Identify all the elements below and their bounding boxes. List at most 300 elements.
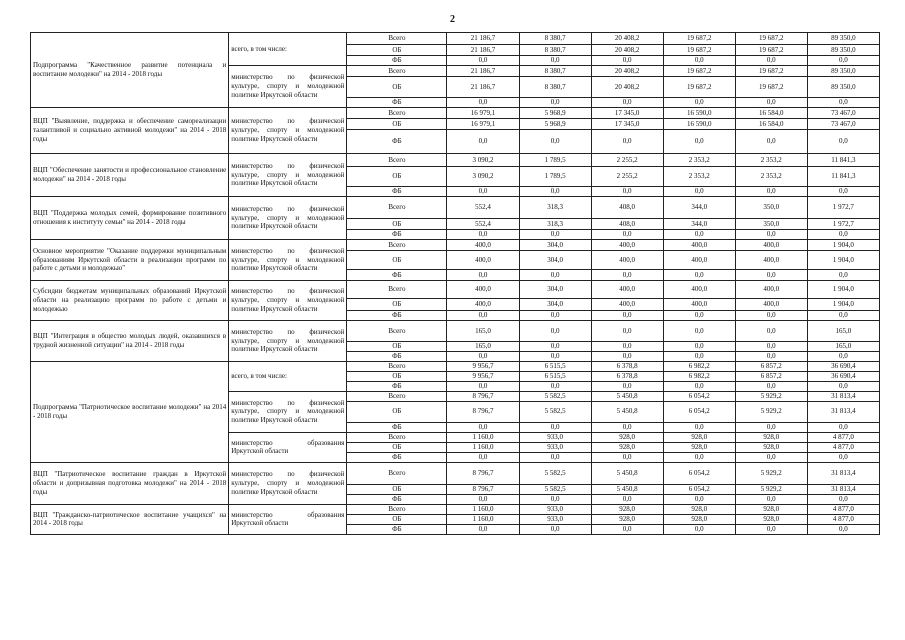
value-2014-cell: 8 796,7 bbox=[447, 484, 519, 494]
program-name-cell: Субсидии бюджетам муниципальных образований Иркутской области на реализацию программ по работе с детьми и молодежью bbox=[31, 281, 229, 321]
executor-cell: министерство по физической культуре, спорту и молодежной политике Иркутской области bbox=[229, 462, 347, 504]
value-2014-cell: 8 796,7 bbox=[447, 462, 519, 484]
value-2016-cell: 0,0 bbox=[591, 130, 663, 154]
value-2016-cell: 0,0 bbox=[591, 98, 663, 108]
value-2015-cell: 8 380,7 bbox=[519, 33, 591, 45]
value-2015-cell: 5 582,5 bbox=[519, 462, 591, 484]
funding-source-cell: ОБ bbox=[347, 45, 447, 56]
value-total-cell: 0,0 bbox=[807, 230, 879, 240]
value-2017-cell: 6 054,2 bbox=[663, 484, 735, 494]
value-2016-cell: 0,0 bbox=[591, 321, 663, 342]
value-2018-cell: 19 687,2 bbox=[735, 45, 807, 56]
value-2017-cell: 6 054,2 bbox=[663, 391, 735, 401]
value-2016-cell: 0,0 bbox=[591, 56, 663, 66]
value-2016-cell: 928,0 bbox=[591, 432, 663, 442]
value-2017-cell: 0,0 bbox=[663, 381, 735, 391]
value-2018-cell: 0,0 bbox=[735, 130, 807, 154]
value-2017-cell: 2 353,2 bbox=[663, 154, 735, 167]
value-2015-cell: 0,0 bbox=[519, 230, 591, 240]
value-total-cell: 1 904,0 bbox=[807, 299, 879, 311]
value-2016-cell: 20 408,2 bbox=[591, 66, 663, 77]
value-total-cell: 73 467,0 bbox=[807, 108, 879, 119]
value-2017-cell: 928,0 bbox=[663, 442, 735, 452]
value-2016-cell: 0,0 bbox=[591, 494, 663, 504]
value-2014-cell: 0,0 bbox=[447, 352, 519, 362]
value-2016-cell: 6 378,8 bbox=[591, 371, 663, 381]
value-total-cell: 31 813,4 bbox=[807, 484, 879, 494]
value-2016-cell: 0,0 bbox=[591, 311, 663, 321]
value-2017-cell: 928,0 bbox=[663, 514, 735, 524]
value-2017-cell: 400,0 bbox=[663, 251, 735, 270]
value-2015-cell: 933,0 bbox=[519, 442, 591, 452]
value-2017-cell: 19 687,2 bbox=[663, 45, 735, 56]
value-2017-cell: 0,0 bbox=[663, 321, 735, 342]
funding-source-cell: ФБ bbox=[347, 230, 447, 240]
value-2016-cell: 400,0 bbox=[591, 299, 663, 311]
value-2015-cell: 5 582,5 bbox=[519, 391, 591, 401]
value-total-cell: 165,0 bbox=[807, 321, 879, 342]
value-total-cell: 0,0 bbox=[807, 381, 879, 391]
value-2014-cell: 8 796,7 bbox=[447, 401, 519, 422]
value-2017-cell: 344,0 bbox=[663, 219, 735, 230]
funding-source-cell: Всего bbox=[347, 154, 447, 167]
value-2014-cell: 400,0 bbox=[447, 281, 519, 299]
program-name-cell: ВЦП "Патриотическое воспитание граждан в Иркутской области и допризывная подготовка молодежи" на 2014 - 2018 годы bbox=[31, 462, 229, 504]
value-2015-cell: 8 380,7 bbox=[519, 66, 591, 77]
funding-source-cell: ФБ bbox=[347, 524, 447, 534]
value-2016-cell: 5 450,8 bbox=[591, 484, 663, 494]
value-2018-cell: 6 857,2 bbox=[735, 371, 807, 381]
executor-cell: министерство по физической культуре, спорту и молодежной политике Иркутской области bbox=[229, 240, 347, 281]
value-2015-cell: 0,0 bbox=[519, 56, 591, 66]
value-2015-cell: 318,3 bbox=[519, 197, 591, 219]
value-2014-cell: 0,0 bbox=[447, 187, 519, 197]
value-2018-cell: 0,0 bbox=[735, 452, 807, 462]
executor-cell: министерство по физической культуре, спорту и молодежной политике Иркутской области bbox=[229, 197, 347, 240]
value-2015-cell: 8 380,7 bbox=[519, 77, 591, 98]
value-2018-cell: 928,0 bbox=[735, 514, 807, 524]
value-2014-cell: 21 186,7 bbox=[447, 77, 519, 98]
funding-source-cell: ФБ bbox=[347, 56, 447, 66]
value-2017-cell: 400,0 bbox=[663, 281, 735, 299]
funding-source-cell: ФБ bbox=[347, 98, 447, 108]
value-2016-cell: 0,0 bbox=[591, 342, 663, 352]
value-2017-cell: 2 353,2 bbox=[663, 167, 735, 187]
value-total-cell: 89 350,0 bbox=[807, 45, 879, 56]
table-row bbox=[31, 281, 880, 299]
executor-cell: министерство по физической культуре, спорту и молодежной политике Иркутской области bbox=[229, 66, 347, 108]
value-2017-cell: 400,0 bbox=[663, 240, 735, 251]
funding-source-cell: Всего bbox=[347, 240, 447, 251]
value-total-cell: 89 350,0 bbox=[807, 33, 879, 45]
value-2015-cell: 933,0 bbox=[519, 514, 591, 524]
program-name-cell: Подпрограмма "Патриотическое воспитание молодежи" на 2014 - 2018 годы bbox=[31, 361, 229, 462]
funding-source-cell: Всего bbox=[347, 361, 447, 371]
value-2018-cell: 2 353,2 bbox=[735, 167, 807, 187]
funding-source-cell: Всего bbox=[347, 504, 447, 514]
value-total-cell: 0,0 bbox=[807, 524, 879, 534]
value-2014-cell: 1 160,0 bbox=[447, 504, 519, 514]
funding-source-cell: ОБ bbox=[347, 251, 447, 270]
value-2016-cell: 928,0 bbox=[591, 504, 663, 514]
value-2018-cell: 400,0 bbox=[735, 299, 807, 311]
value-2018-cell: 400,0 bbox=[735, 281, 807, 299]
value-2017-cell: 0,0 bbox=[663, 187, 735, 197]
value-2017-cell: 16 590,0 bbox=[663, 119, 735, 130]
value-2015-cell: 0,0 bbox=[519, 494, 591, 504]
value-2016-cell: 17 345,0 bbox=[591, 119, 663, 130]
value-2018-cell: 0,0 bbox=[735, 311, 807, 321]
funding-source-cell: Всего bbox=[347, 462, 447, 484]
value-total-cell: 165,0 bbox=[807, 342, 879, 352]
value-total-cell: 0,0 bbox=[807, 352, 879, 362]
funding-source-cell: ОБ bbox=[347, 371, 447, 381]
value-2017-cell: 19 687,2 bbox=[663, 66, 735, 77]
executor-cell: министерство по физической культуре, спорту и молодежной политике Иркутской области bbox=[229, 321, 347, 362]
table-row bbox=[31, 504, 880, 514]
value-2015-cell: 0,0 bbox=[519, 130, 591, 154]
value-2017-cell: 0,0 bbox=[663, 494, 735, 504]
value-2014-cell: 0,0 bbox=[447, 98, 519, 108]
value-2018-cell: 0,0 bbox=[735, 230, 807, 240]
program-name-cell: ВЦП "Гражданско-патриотическое воспитание учащихся" на 2014 - 2018 годы bbox=[31, 504, 229, 534]
value-2018-cell: 0,0 bbox=[735, 56, 807, 66]
funding-source-cell: ОБ bbox=[347, 442, 447, 452]
value-2018-cell: 0,0 bbox=[735, 98, 807, 108]
value-2014-cell: 0,0 bbox=[447, 381, 519, 391]
value-2016-cell: 5 450,8 bbox=[591, 401, 663, 422]
funding-source-cell: ОБ bbox=[347, 484, 447, 494]
value-2015-cell: 0,0 bbox=[519, 524, 591, 534]
value-2014-cell: 400,0 bbox=[447, 251, 519, 270]
value-2014-cell: 0,0 bbox=[447, 311, 519, 321]
funding-source-cell: Всего bbox=[347, 197, 447, 219]
value-2016-cell: 0,0 bbox=[591, 230, 663, 240]
value-2014-cell: 400,0 bbox=[447, 240, 519, 251]
value-2015-cell: 0,0 bbox=[519, 342, 591, 352]
value-total-cell: 31 813,4 bbox=[807, 401, 879, 422]
value-2014-cell: 400,0 bbox=[447, 299, 519, 311]
value-2017-cell: 19 687,2 bbox=[663, 33, 735, 45]
value-2018-cell: 19 687,2 bbox=[735, 66, 807, 77]
value-total-cell: 11 841,3 bbox=[807, 167, 879, 187]
value-2016-cell: 2 255,2 bbox=[591, 154, 663, 167]
funding-source-cell: ОБ bbox=[347, 167, 447, 187]
value-2018-cell: 0,0 bbox=[735, 321, 807, 342]
value-2015-cell: 0,0 bbox=[519, 311, 591, 321]
value-2014-cell: 0,0 bbox=[447, 130, 519, 154]
page-number: 2 bbox=[450, 14, 455, 25]
value-total-cell: 36 690,4 bbox=[807, 371, 879, 381]
value-2015-cell: 304,0 bbox=[519, 240, 591, 251]
value-2017-cell: 19 687,2 bbox=[663, 77, 735, 98]
value-total-cell: 89 350,0 bbox=[807, 66, 879, 77]
value-2017-cell: 928,0 bbox=[663, 504, 735, 514]
value-total-cell: 4 877,0 bbox=[807, 504, 879, 514]
value-2014-cell: 0,0 bbox=[447, 494, 519, 504]
value-2017-cell: 6 982,2 bbox=[663, 371, 735, 381]
value-2017-cell: 0,0 bbox=[663, 230, 735, 240]
value-2014-cell: 1 160,0 bbox=[447, 432, 519, 442]
funding-source-cell: ФБ bbox=[347, 494, 447, 504]
value-2016-cell: 5 450,8 bbox=[591, 462, 663, 484]
funding-source-cell: ОБ bbox=[347, 299, 447, 311]
value-total-cell: 0,0 bbox=[807, 452, 879, 462]
value-2017-cell: 0,0 bbox=[663, 524, 735, 534]
value-2016-cell: 20 408,2 bbox=[591, 45, 663, 56]
value-2017-cell: 928,0 bbox=[663, 432, 735, 442]
value-total-cell: 0,0 bbox=[807, 422, 879, 432]
value-2018-cell: 5 929,2 bbox=[735, 391, 807, 401]
program-name-cell: ВЦП "Интеграция в общество молодых людей, оказавшихся в трудной жизненной ситуации" на 2014 - 2018 годы bbox=[31, 321, 229, 362]
program-name-cell: Подпрограмма "Качественное развитие потенциала и воспитание молодежи" на 2014 - 2018 годы bbox=[31, 33, 229, 108]
program-name-cell: ВЦП "Поддержка молодых семей, формирование позитивного отношения к институту семьи" на 2014 - 2018 годы bbox=[31, 197, 229, 240]
value-2015-cell: 318,3 bbox=[519, 219, 591, 230]
value-2017-cell: 6 054,2 bbox=[663, 401, 735, 422]
value-2017-cell: 0,0 bbox=[663, 130, 735, 154]
value-2016-cell: 2 255,2 bbox=[591, 167, 663, 187]
value-2018-cell: 400,0 bbox=[735, 240, 807, 251]
value-2016-cell: 0,0 bbox=[591, 352, 663, 362]
value-2017-cell: 16 590,0 bbox=[663, 108, 735, 119]
value-2014-cell: 0,0 bbox=[447, 230, 519, 240]
value-2015-cell: 304,0 bbox=[519, 251, 591, 270]
value-2015-cell: 6 515,5 bbox=[519, 371, 591, 381]
value-total-cell: 0,0 bbox=[807, 130, 879, 154]
value-2016-cell: 400,0 bbox=[591, 281, 663, 299]
funding-source-cell: Всего bbox=[347, 321, 447, 342]
value-2014-cell: 21 186,7 bbox=[447, 33, 519, 45]
value-2014-cell: 1 160,0 bbox=[447, 442, 519, 452]
value-2016-cell: 928,0 bbox=[591, 514, 663, 524]
value-2018-cell: 0,0 bbox=[735, 187, 807, 197]
value-2014-cell: 165,0 bbox=[447, 342, 519, 352]
value-total-cell: 1 904,0 bbox=[807, 281, 879, 299]
value-total-cell: 36 690,4 bbox=[807, 361, 879, 371]
value-2014-cell: 0,0 bbox=[447, 422, 519, 432]
funding-source-cell: ФБ bbox=[347, 452, 447, 462]
value-2018-cell: 0,0 bbox=[735, 342, 807, 352]
value-2015-cell: 5 582,5 bbox=[519, 401, 591, 422]
value-total-cell: 1 972,7 bbox=[807, 197, 879, 219]
value-2017-cell: 400,0 bbox=[663, 299, 735, 311]
funding-source-cell: ФБ bbox=[347, 270, 447, 281]
value-total-cell: 1 904,0 bbox=[807, 240, 879, 251]
value-2015-cell: 1 789,5 bbox=[519, 154, 591, 167]
value-2018-cell: 19 687,2 bbox=[735, 77, 807, 98]
value-2018-cell: 16 584,0 bbox=[735, 108, 807, 119]
value-2014-cell: 21 186,7 bbox=[447, 45, 519, 56]
value-total-cell: 4 877,0 bbox=[807, 442, 879, 452]
value-2014-cell: 3 090,2 bbox=[447, 167, 519, 187]
value-2018-cell: 0,0 bbox=[735, 422, 807, 432]
executor-cell: министерство по физической культуре, спорту и молодежной политике Иркутской области bbox=[229, 108, 347, 154]
value-total-cell: 0,0 bbox=[807, 494, 879, 504]
value-2017-cell: 0,0 bbox=[663, 311, 735, 321]
value-2016-cell: 0,0 bbox=[591, 270, 663, 281]
funding-source-cell: ОБ bbox=[347, 514, 447, 524]
value-2015-cell: 8 380,7 bbox=[519, 45, 591, 56]
value-2015-cell: 5 968,9 bbox=[519, 119, 591, 130]
value-2016-cell: 408,0 bbox=[591, 197, 663, 219]
funding-source-cell: ФБ bbox=[347, 130, 447, 154]
value-2016-cell: 400,0 bbox=[591, 240, 663, 251]
budget-table bbox=[30, 32, 880, 535]
value-2015-cell: 0,0 bbox=[519, 452, 591, 462]
value-2014-cell: 16 979,1 bbox=[447, 108, 519, 119]
value-2015-cell: 304,0 bbox=[519, 299, 591, 311]
value-2016-cell: 0,0 bbox=[591, 524, 663, 534]
funding-source-cell: Всего bbox=[347, 33, 447, 45]
value-2015-cell: 0,0 bbox=[519, 270, 591, 281]
value-total-cell: 89 350,0 bbox=[807, 77, 879, 98]
program-name-cell: ВЦП "Обеспечение занятости и профессиональное становление молодежи" на 2014 - 2018 годы bbox=[31, 154, 229, 197]
executor-cell: министерство по физической культуре, спорту и молодежной политике Иркутской области bbox=[229, 154, 347, 197]
program-name-cell: ВЦП "Выявление, поддержка и обеспечение самореализации талантливой и социально активной молодежи" на 2014 - 2018 годы bbox=[31, 108, 229, 154]
table-row bbox=[31, 462, 880, 484]
executor-cell: всего, в том числе: bbox=[229, 361, 347, 391]
funding-source-cell: Всего bbox=[347, 281, 447, 299]
funding-source-cell: ОБ bbox=[347, 342, 447, 352]
funding-source-cell: Всего bbox=[347, 66, 447, 77]
table-row bbox=[31, 33, 880, 45]
executor-cell: всего, в том числе: bbox=[229, 33, 347, 66]
value-2017-cell: 0,0 bbox=[663, 422, 735, 432]
funding-source-cell: ФБ bbox=[347, 311, 447, 321]
executor-cell: министерство по физической культуре, спорту и молодежной политике Иркутской области bbox=[229, 281, 347, 321]
value-2015-cell: 6 515,5 bbox=[519, 361, 591, 371]
value-2015-cell: 0,0 bbox=[519, 381, 591, 391]
value-total-cell: 0,0 bbox=[807, 311, 879, 321]
funding-source-cell: ФБ bbox=[347, 381, 447, 391]
funding-source-cell: ФБ bbox=[347, 187, 447, 197]
funding-source-cell: Всего bbox=[347, 108, 447, 119]
funding-source-cell: Всего bbox=[347, 432, 447, 442]
value-total-cell: 31 813,4 bbox=[807, 462, 879, 484]
value-2015-cell: 0,0 bbox=[519, 321, 591, 342]
value-2015-cell: 0,0 bbox=[519, 422, 591, 432]
value-2017-cell: 6 054,2 bbox=[663, 462, 735, 484]
value-2017-cell: 0,0 bbox=[663, 342, 735, 352]
value-2015-cell: 5 582,5 bbox=[519, 484, 591, 494]
value-2017-cell: 0,0 bbox=[663, 98, 735, 108]
value-2018-cell: 0,0 bbox=[735, 381, 807, 391]
value-2014-cell: 0,0 bbox=[447, 452, 519, 462]
value-2018-cell: 350,0 bbox=[735, 197, 807, 219]
table-row bbox=[31, 108, 880, 119]
value-2015-cell: 304,0 bbox=[519, 281, 591, 299]
value-2018-cell: 0,0 bbox=[735, 494, 807, 504]
funding-source-cell: ФБ bbox=[347, 422, 447, 432]
value-total-cell: 4 877,0 bbox=[807, 432, 879, 442]
value-2016-cell: 0,0 bbox=[591, 187, 663, 197]
value-2016-cell: 20 408,2 bbox=[591, 77, 663, 98]
value-2017-cell: 0,0 bbox=[663, 352, 735, 362]
value-2018-cell: 6 857,2 bbox=[735, 361, 807, 371]
value-2018-cell: 19 687,2 bbox=[735, 33, 807, 45]
value-2015-cell: 5 968,9 bbox=[519, 108, 591, 119]
value-2017-cell: 0,0 bbox=[663, 452, 735, 462]
funding-source-cell: Всего bbox=[347, 391, 447, 401]
value-2016-cell: 20 408,2 bbox=[591, 33, 663, 45]
value-total-cell: 11 841,3 bbox=[807, 154, 879, 167]
table-row bbox=[31, 321, 880, 342]
value-2017-cell: 344,0 bbox=[663, 197, 735, 219]
value-total-cell: 0,0 bbox=[807, 56, 879, 66]
value-total-cell: 0,0 bbox=[807, 98, 879, 108]
value-2014-cell: 0,0 bbox=[447, 56, 519, 66]
table-row bbox=[31, 240, 880, 251]
table-row bbox=[31, 154, 880, 167]
value-2016-cell: 400,0 bbox=[591, 251, 663, 270]
funding-source-cell: ОБ bbox=[347, 77, 447, 98]
value-2016-cell: 928,0 bbox=[591, 442, 663, 452]
value-2014-cell: 0,0 bbox=[447, 524, 519, 534]
value-2018-cell: 5 929,2 bbox=[735, 484, 807, 494]
value-2014-cell: 3 090,2 bbox=[447, 154, 519, 167]
value-2014-cell: 16 979,1 bbox=[447, 119, 519, 130]
value-2018-cell: 0,0 bbox=[735, 524, 807, 534]
value-2016-cell: 6 378,8 bbox=[591, 361, 663, 371]
value-total-cell: 1 904,0 bbox=[807, 251, 879, 270]
value-2018-cell: 928,0 bbox=[735, 442, 807, 452]
value-2018-cell: 350,0 bbox=[735, 219, 807, 230]
value-total-cell: 0,0 bbox=[807, 270, 879, 281]
value-2014-cell: 552,4 bbox=[447, 197, 519, 219]
executor-cell: министерство по физической культуре, спорту и молодежной политике Иркутской области bbox=[229, 391, 347, 432]
value-2014-cell: 9 956,7 bbox=[447, 361, 519, 371]
value-2018-cell: 5 929,2 bbox=[735, 462, 807, 484]
value-2018-cell: 928,0 bbox=[735, 504, 807, 514]
funding-source-cell: ОБ bbox=[347, 219, 447, 230]
value-2014-cell: 165,0 bbox=[447, 321, 519, 342]
funding-source-cell: ОБ bbox=[347, 401, 447, 422]
value-2018-cell: 0,0 bbox=[735, 352, 807, 362]
value-2017-cell: 0,0 bbox=[663, 56, 735, 66]
funding-source-cell: ОБ bbox=[347, 119, 447, 130]
funding-source-cell: ФБ bbox=[347, 352, 447, 362]
value-2017-cell: 0,0 bbox=[663, 270, 735, 281]
executor-cell: министерство образования Иркутской области bbox=[229, 504, 347, 534]
program-name-cell: Основное мероприятие "Оказание поддержки муниципальным образованиям Иркутской области в реализации программ по работе с детьми и молодежью" bbox=[31, 240, 229, 281]
value-total-cell: 73 467,0 bbox=[807, 119, 879, 130]
value-2015-cell: 0,0 bbox=[519, 98, 591, 108]
table-row bbox=[31, 197, 880, 219]
value-total-cell: 0,0 bbox=[807, 187, 879, 197]
value-2016-cell: 5 450,8 bbox=[591, 391, 663, 401]
value-total-cell: 4 877,0 bbox=[807, 514, 879, 524]
value-2018-cell: 400,0 bbox=[735, 251, 807, 270]
value-2016-cell: 408,0 bbox=[591, 219, 663, 230]
value-2018-cell: 16 584,0 bbox=[735, 119, 807, 130]
value-2014-cell: 9 956,7 bbox=[447, 371, 519, 381]
value-2018-cell: 928,0 bbox=[735, 432, 807, 442]
value-2014-cell: 8 796,7 bbox=[447, 391, 519, 401]
value-2015-cell: 1 789,5 bbox=[519, 167, 591, 187]
value-2016-cell: 0,0 bbox=[591, 422, 663, 432]
value-2015-cell: 933,0 bbox=[519, 504, 591, 514]
value-total-cell: 1 972,7 bbox=[807, 219, 879, 230]
value-2014-cell: 21 186,7 bbox=[447, 66, 519, 77]
table-row bbox=[31, 361, 880, 371]
value-2017-cell: 6 982,2 bbox=[663, 361, 735, 371]
value-2014-cell: 1 160,0 bbox=[447, 514, 519, 524]
value-2016-cell: 0,0 bbox=[591, 381, 663, 391]
value-2018-cell: 0,0 bbox=[735, 270, 807, 281]
executor-cell: министерство образования Иркутской области bbox=[229, 432, 347, 462]
value-2014-cell: 552,4 bbox=[447, 219, 519, 230]
value-2014-cell: 0,0 bbox=[447, 270, 519, 281]
